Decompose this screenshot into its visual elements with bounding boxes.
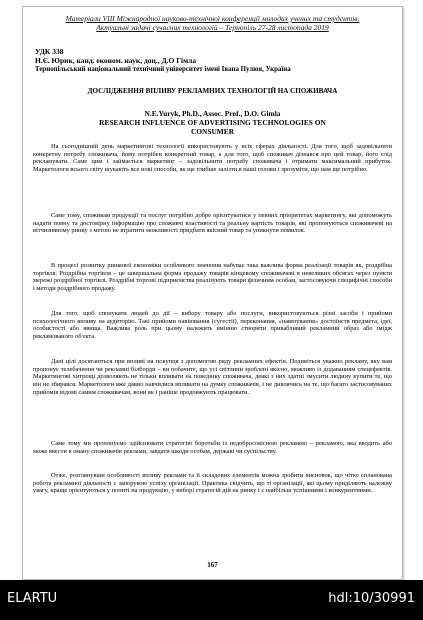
- udk-code: УДК 338: [35, 47, 64, 56]
- title-en-line-2: CONSUMER: [190, 127, 235, 136]
- university-name: Тернопільський національний технічний університет імені Івана Пулюя, Україна: [35, 66, 291, 73]
- paragraph-conclusion: Отже, розглянувши особливості впливу реклами та її складових елементів можна зробити висновок, що чітко спланована робота рекламної діяльності є запорукою успіху організації. Практика свідчить, що ті організації, які цьому приділяють належну увагу, краще орієнтуються у попиті на продукцію, у виборі стратегій дій на ринку і є найбільш успішними і конкурентними.: [33, 472, 392, 495]
- page-number: 167: [207, 561, 218, 569]
- paragraph-retail: В процесі розвитку ринкової економіки особливого значення набуває така важлива форма реалізації товарів як, роздрібна торгівля. Роздрібна торгівля – це завершальна форма продажу товарів кінцевому споживачеві в невеликих обсягах через пункти мережі роздрібної торгівлі. Роздрібні торгові підприємства реалізують товари фізичним особам, застосовуючи специфічні способи і методи роздрібного продажу.: [33, 262, 392, 293]
- paragraph-influence: Для того, щоб спонукати людей до дії – вибору товару або послуги, використовуються різні засоби і прийоми психологічного впливу на аудиторію. Такі прийоми навіювання (сугестії), переконання, «навязування» достоїнств предмета, ідеї, особистості або явища. Важлива роль при цьому належить вмінню створити привабливий рекламний образ або імідж рекламованого об'єкта.: [33, 310, 392, 341]
- title-ua: ДОСЛІДЖЕННЯ ВПЛИВУ РЕКЛАМНИХ ТЕХНОЛОГІЙ НА СПОЖИВАЧА: [87, 87, 338, 95]
- footer-repository-name: ELARTU: [7, 591, 58, 606]
- document-page: [22, 6, 403, 580]
- authors-ua: Н.Є. Юрик, канд. економ. наук, доц., Д.О Гімла: [35, 56, 197, 65]
- paragraph-intro: На сьогоднішній день маркетингові технології використовують у всіх сферах діяльності. Для того, щоб задовільнити конкретну потребу споживача, йому потрібен конкретний товар, а для того, щоб споживач дізнався про цей товар, його слід рекламувати. Саме цим і займається маркетинг – задовільнити потребу споживача і отримати максимальний прибуток. Маркетологи всього світу шукають все нові способи, як ще глибше залізти в наші голови і зрозуміти, що нам ще потрібно.: [33, 143, 392, 174]
- footer-handle-id: hdl:10/30991: [328, 591, 415, 606]
- paragraph-strategy: Саме тому ми пропонуємо здійснювати стратегію боротьби із недобросовісною рекламою – рекламою, яка вводить або може ввести в оману споживачів реклами, завдати шкоди особам, державі чи суспільству.: [33, 440, 392, 455]
- paragraph-priorities: Саме тому, споживам продукції та послуг потрібно добре орієнтуватися у певних пріоритетах маркетингу, які допоможуть надати повну та достовірну інформацію про споживчі властивості та реальну вартість товарів, які пропонуються споживачеві на вітчизняному ринку з метою не втратити можливості придбати якісний товар та уникнути помилок.: [33, 212, 392, 235]
- authors-en: N.E.Yuryk, Ph.D., Assoc. Prof., D.O. Gimla: [144, 109, 281, 118]
- repository-footer: [0, 580, 423, 620]
- title-en-line-1: RESEARCH INFLUENCE OF ADVERTISING TECHNOLOGIES ON: [99, 118, 326, 127]
- paragraph-effects: Дані цілі досягаються при впливі на покупця з допомогою ряду рекламних ефектів. Подивіться уважно рекламу, яку вам пропонує телебачення чи рекламні білборди – ви побачите, що усі світлини зроблені якісно, можливо із додаванням спецефектів. Маркетингові хитрощі дозволяють не тільки впливати на поведінку споживача, деякі з них здатні змусити людину купити те, що він не збирався. Маркетологи вже давно навчилися впливати на думку споживачів, і не дивлячись на те, що багато застосовуваних прийомів відомі самим споживачам, вони як і раніше продовжують працювати.: [33, 358, 392, 396]
- conference-header-line-1: Матеріали VIII Міжнародної науково-технічної конференції молодих учених та студентів.: [65, 14, 360, 23]
- conference-header-line-2: Актуальні задачі сучасних технологій – Тернопіль 27-28 листопада 2019: [96, 23, 329, 32]
